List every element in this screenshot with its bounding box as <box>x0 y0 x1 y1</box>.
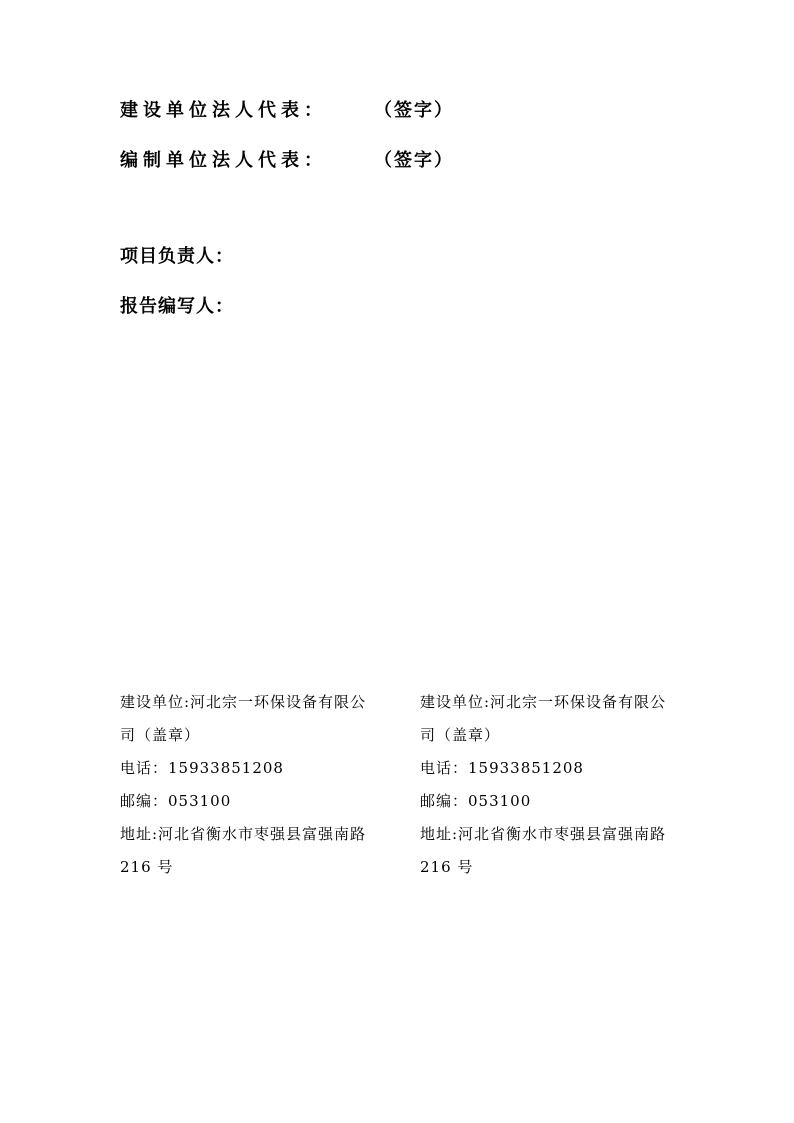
construction-unit-info-left <box>120 686 382 884</box>
unit-name-line2: 司（盖章） <box>420 726 501 744</box>
project-leader-label: 项目负责人： <box>120 246 234 267</box>
construction-signature-note: （签字） <box>374 100 454 121</box>
unit-name-line1: 建设单位:河北宗一环保设备有限公 <box>420 693 667 711</box>
unit-name-line2: 司（盖章） <box>120 726 201 744</box>
postcode-line: 邮编：053100 <box>420 792 532 810</box>
address-line1: 地址:河北省衡水市枣强县富强南路 <box>420 825 667 843</box>
construction-unit-info-right <box>420 686 682 884</box>
compiler-legal-rep-label: 编制单位法人代表： <box>120 150 327 171</box>
postcode-line: 邮编：053100 <box>120 792 232 810</box>
report-writer-label: 报告编写人： <box>120 296 234 317</box>
address-line2: 216 号 <box>420 858 474 876</box>
address-line1: 地址:河北省衡水市枣强县富强南路 <box>120 825 367 843</box>
address-line2: 216 号 <box>120 858 174 876</box>
construction-legal-rep-label: 建设单位法人代表： <box>120 100 327 121</box>
phone-line: 电话：15933851208 <box>420 759 584 777</box>
compiler-signature-note: （签字） <box>374 150 454 171</box>
unit-name-line1: 建设单位:河北宗一环保设备有限公 <box>120 693 367 711</box>
phone-line: 电话：15933851208 <box>120 759 284 777</box>
